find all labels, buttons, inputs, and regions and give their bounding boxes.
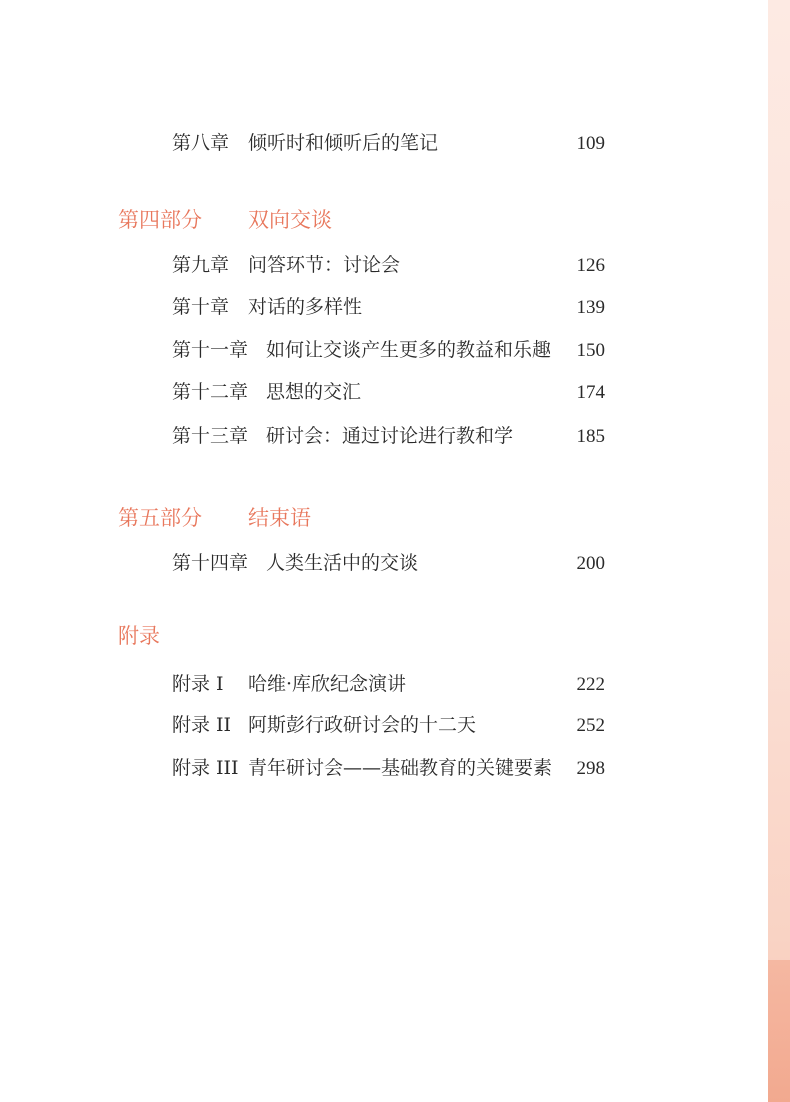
page-edge-strip <box>768 0 790 1102</box>
chapter-title: 研讨会：通过讨论进行教和学 <box>266 425 514 447</box>
chapter-label: 第十一章 <box>172 339 249 361</box>
part-label: 第四部分 <box>118 209 202 232</box>
appendix-item-label: 附录 II <box>172 714 232 736</box>
appendix-item-label: 附录 I <box>172 673 224 695</box>
appendix-label: 附录 <box>118 625 160 648</box>
chapter-label: 第十三章 <box>172 425 249 447</box>
chapter-title: 思想的交汇 <box>266 381 362 403</box>
appendix-item-title: 青年研讨会——基础教育的关键要素 <box>248 757 553 779</box>
page-number: 174 <box>576 382 605 403</box>
chapter-title: 对话的多样性 <box>248 296 363 318</box>
appendix-item-title: 阿斯彭行政研讨会的十二天 <box>248 714 477 736</box>
chapter-label: 第十四章 <box>172 552 249 574</box>
chapter-title: 问答环节：讨论会 <box>248 254 401 276</box>
part-name: 双向交谈 <box>248 209 332 232</box>
page-number: 298 <box>576 758 605 779</box>
page-number: 150 <box>576 340 605 361</box>
page-number: 222 <box>576 674 605 695</box>
page-edge-band <box>768 960 790 1102</box>
page-number: 139 <box>576 297 605 318</box>
chapter-title: 倾听时和倾听后的笔记 <box>248 132 439 154</box>
chapter-title: 人类生活中的交谈 <box>266 552 419 574</box>
appendix-item-title: 哈维·库欣纪念演讲 <box>248 673 407 695</box>
page-number: 185 <box>576 426 605 447</box>
page-number: 126 <box>576 255 605 276</box>
part-name: 结束语 <box>248 507 311 530</box>
page-number: 200 <box>576 553 605 574</box>
page-number: 109 <box>576 133 605 154</box>
appendix-item-label: 附录 III <box>172 757 239 779</box>
part-label: 第五部分 <box>118 507 202 530</box>
chapter-title: 如何让交谈产生更多的教益和乐趣 <box>266 339 552 361</box>
chapter-label: 第十章 <box>172 296 230 318</box>
chapter-label: 第八章 <box>172 132 230 154</box>
page-number: 252 <box>576 715 605 736</box>
chapter-label: 第十二章 <box>172 381 249 403</box>
chapter-label: 第九章 <box>172 254 230 276</box>
